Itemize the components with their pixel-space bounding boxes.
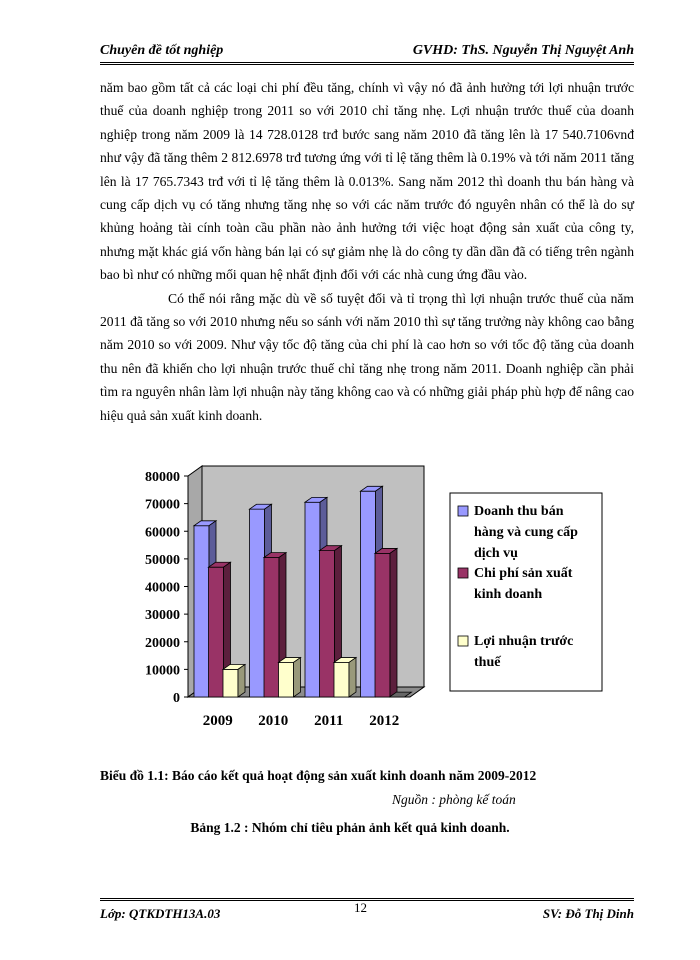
bar-side-2010-series-3 <box>294 658 301 697</box>
x-tick-label: 2010 <box>258 713 289 729</box>
x-tick-label: 2011 <box>314 713 344 729</box>
bar-side-2011-series-3 <box>349 658 356 697</box>
bar-side-2009-series-3 <box>238 664 245 697</box>
legend-label-3: thuế <box>474 655 501 670</box>
page-header <box>100 40 634 62</box>
y-tick-label: 70000 <box>145 497 180 513</box>
bar-2011-series-1 <box>305 502 320 697</box>
paragraph-1: năm bao gồm tất cả các loại chi phí đều tăng, chính vì vậy nó đã ảnh hưởng tới lợi nhuận trước thuế của doanh nghiệp trong 2011 so với 2010 chỉ tăng nhẹ. Lợi nhuận trước thuế của doanh nghiệp trong năm 2009 là 14 728.0128 trđ bước sang năm 2010 đã tăng lên là 17 540.7106vnđ như vậy đã tăng thêm 2 812.6978 trđ tương ứng với tỉ lệ tăng thêm là 0.19% và tới năm 2011 tăng lên là 17 765.7343 trđ với tỉ lệ tăng thêm là 0.013%. Sang năm 2012 thì doanh thu bán hàng và cung cấp dịch vụ có tăng nhưng tăng nhẹ so với các năm trước đó nguyên nhân có thể là do sự khủng hoảng tài cính toàn cầu phần nào ảnh hưởng tới việc hoạt động sản xuất của công ty, nhưng mặt khác giá vốn hàng bán lại có sự giảm nhẹ là do công ty dần dần đã có tiếng trên ngành bao bì như có những mối quan hệ nhất định đối với các nhà cung ứng đầu vào. <box>100 80 634 283</box>
page-footer <box>100 900 634 922</box>
bar-2010-series-1 <box>250 509 265 697</box>
header-left: Chuyên đề tốt nghiệp <box>100 43 224 58</box>
legend-label-2: kinh doanh <box>474 587 543 602</box>
chart-svg <box>100 455 620 740</box>
legend-label-3: Lợi nhuận trước <box>474 634 574 649</box>
paragraph-2: Có thể nói rằng mặc dù về số tuyệt đối và tỉ trọng thì lợi nhuận trước thuế của năm 2011 đã tăng so với 2010 nhưng nếu so sánh với năm 2010 thì sự tăng trưởng này không cao bằng năm 2010 so với 2009. Như vậy tốc độ tăng của chi phí là cao hơn so với tốc độ tăng của doanh thu nên đã khiến cho lợi nhuận trước thuế chỉ tăng nhẹ trong năm 2011. Doanh nghiệp cần phải tìm ra nguyên nhân làm lợi nhuận này tăng không cao và có những giải pháp phù hợp để nâng cao hiệu quả sản xuất kinh doanh. <box>100 290 634 423</box>
legend-label-1: Doanh thu bán <box>474 504 564 519</box>
header-rule <box>100 62 634 65</box>
legend-label-1: dịch vụ <box>474 546 518 561</box>
bar-2011-series-2 <box>320 551 335 697</box>
y-tick-label: 60000 <box>145 525 180 541</box>
page-number: 12 <box>354 900 367 915</box>
bar-2010-series-2 <box>264 557 279 697</box>
y-tick-label: 40000 <box>145 580 180 596</box>
bar-2009-series-1 <box>194 526 209 697</box>
footer-right: SV: Đỗ Thị Dinh <box>542 906 634 921</box>
y-tick-label: 10000 <box>145 663 180 679</box>
y-tick-label: 30000 <box>145 608 180 624</box>
y-tick-label: 50000 <box>145 552 180 568</box>
bar-2012-series-1 <box>361 491 376 697</box>
x-tick-label: 2012 <box>369 713 400 729</box>
legend-label-1: hàng và cung cấp <box>474 525 578 540</box>
bar-2012-series-2 <box>375 553 390 697</box>
chart <box>100 455 620 740</box>
legend-swatch-2 <box>458 568 468 578</box>
legend-swatch-1 <box>458 506 468 516</box>
chart-source: Nguồn : phòng kế toán <box>392 792 516 807</box>
x-tick-label: 2009 <box>202 713 233 729</box>
y-tick-label: 80000 <box>145 470 180 485</box>
legend-swatch-3 <box>458 636 468 646</box>
bar-2009-series-3 <box>223 669 238 697</box>
footer-left: Lớp: QTKDTH13A.03 <box>100 906 221 921</box>
bar-2010-series-3 <box>279 662 294 697</box>
bar-side-2012-series-2 <box>390 548 397 697</box>
y-tick-label: 20000 <box>145 635 180 651</box>
body-text <box>100 76 634 427</box>
header-right: GVHD: ThS. Nguyễn Thị Nguyệt Anh <box>412 43 634 58</box>
y-tick-label: 0 <box>173 691 180 706</box>
legend-label-2: Chi phí sản xuất <box>474 566 573 581</box>
chart-caption: Biểu đồ 1.1: Báo cáo kết quả hoạt động sản xuất kinh doanh năm 2009-2012 <box>100 768 537 783</box>
table-title: Bảng 1.2 : Nhóm chỉ tiêu phản ảnh kết quả kinh doanh. <box>190 820 510 835</box>
bar-2011-series-3 <box>334 662 349 697</box>
bar-2009-series-2 <box>209 567 224 697</box>
